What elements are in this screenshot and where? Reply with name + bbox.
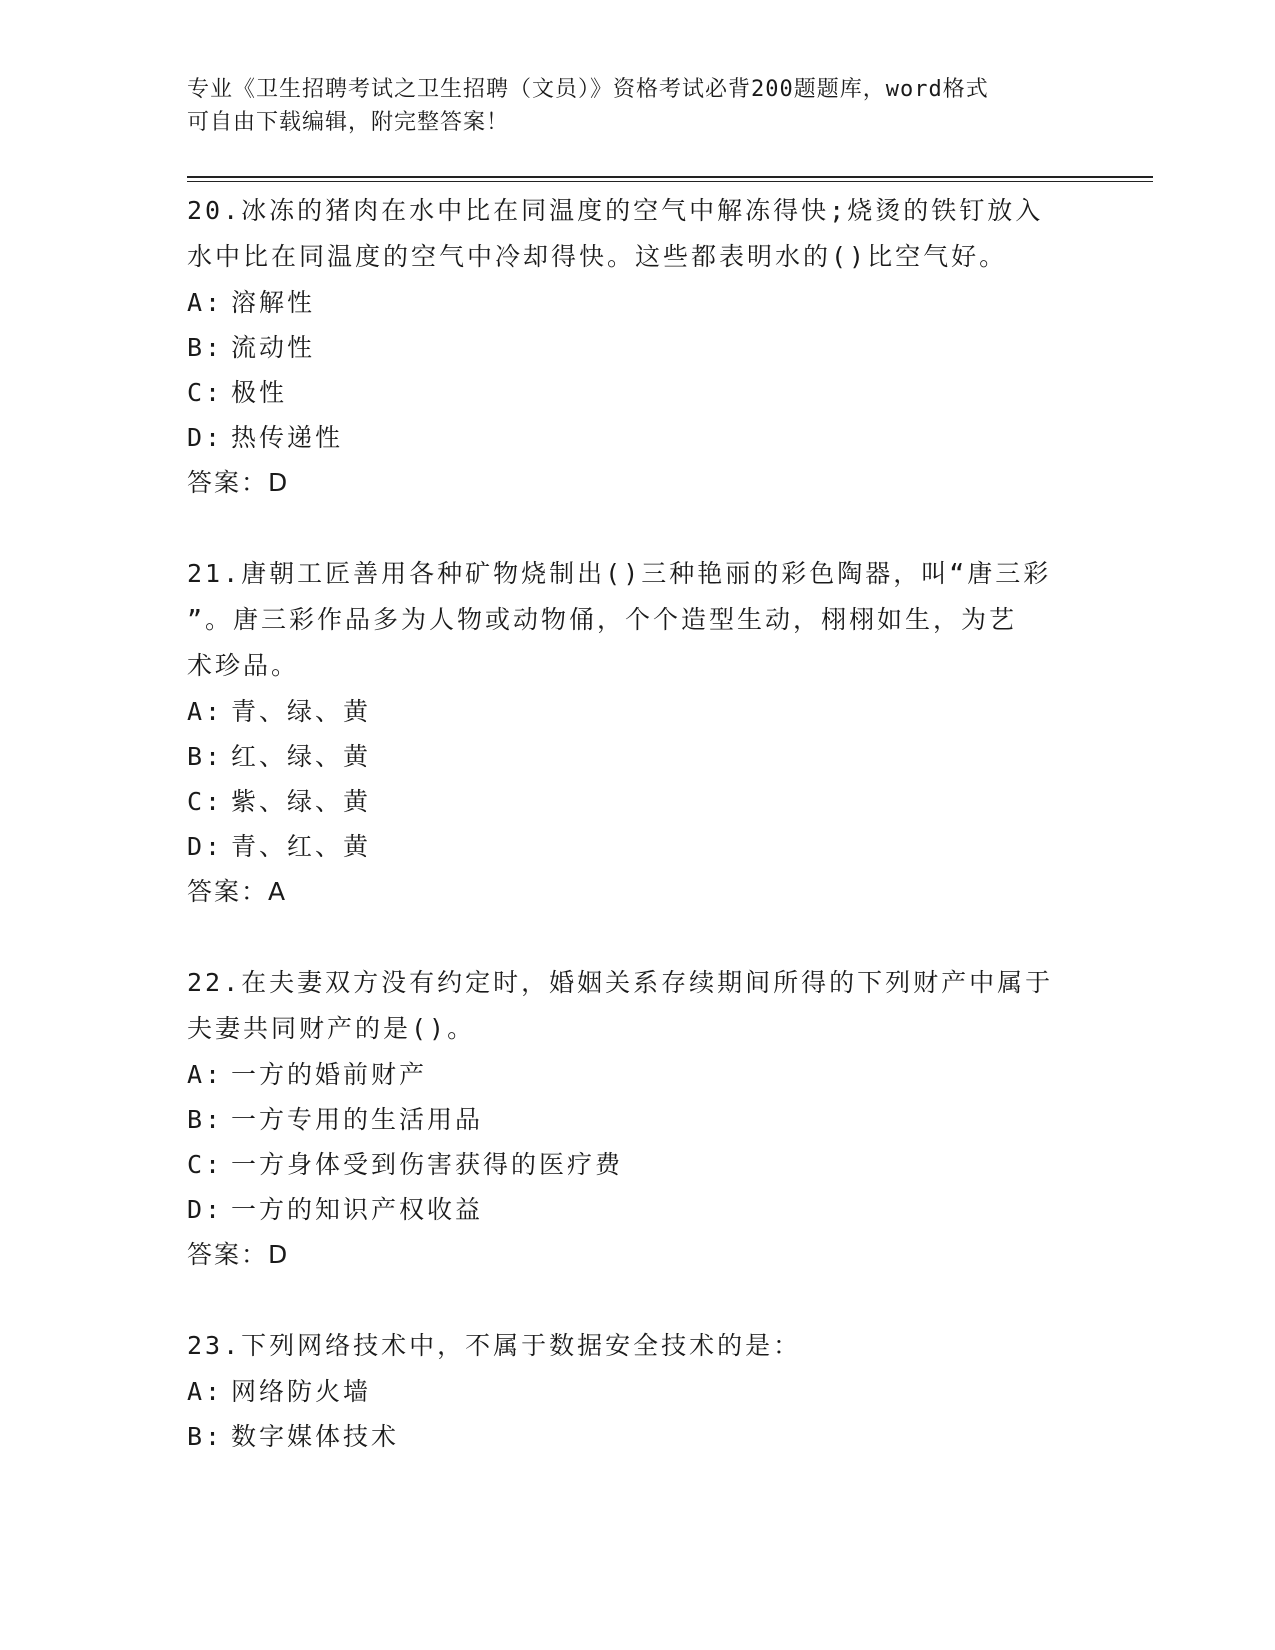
question-stem-line: 术珍品。 <box>187 651 300 680</box>
question-block <box>187 1323 1087 1459</box>
answer-option <box>187 734 1087 779</box>
question-stem-line: 23.下列网络技术中，不属于数据安全技术的是： <box>187 1331 802 1360</box>
option-letter: C: <box>187 787 224 816</box>
answer-option <box>187 1052 1087 1097</box>
answer-line: 答案：A <box>187 877 288 906</box>
answer-option <box>187 415 1087 460</box>
option-text: 青、绿、黄 <box>231 697 372 726</box>
option-letter: A: <box>187 697 224 726</box>
answer-line: 答案：D <box>187 468 290 497</box>
option-text: 热传递性 <box>231 423 344 452</box>
option-text: 溶解性 <box>231 288 316 317</box>
question-block <box>187 188 1087 505</box>
option-letter: B: <box>187 333 224 362</box>
answer-option <box>187 1187 1087 1232</box>
question-list <box>187 188 1087 1505</box>
option-letter: B: <box>187 1105 224 1134</box>
answer-option <box>187 1414 1087 1459</box>
answer-option <box>187 1097 1087 1142</box>
question-stem-line: 22.在夫妻双方没有约定时，婚姻关系存续期间所得的下列财产中属于 <box>187 968 1054 997</box>
option-text: 一方的知识产权收益 <box>231 1195 484 1224</box>
option-letter: A: <box>187 1377 224 1406</box>
option-letter: D: <box>187 1195 224 1224</box>
option-text: 红、绿、黄 <box>231 742 372 771</box>
question-stem-line: ”。唐三彩作品多为人物或动物俑，个个造型生动，栩栩如生，为艺 <box>187 605 1018 634</box>
answer-option <box>187 1369 1087 1414</box>
answer-option <box>187 280 1087 325</box>
option-text: 紫、绿、黄 <box>231 787 372 816</box>
option-letter: B: <box>187 1422 224 1451</box>
option-letter: C: <box>187 1150 224 1179</box>
option-text: 一方的婚前财产 <box>231 1060 428 1089</box>
answer-option <box>187 689 1087 734</box>
answer-option <box>187 824 1087 869</box>
answer-option <box>187 779 1087 824</box>
option-text: 网络防火墙 <box>231 1377 372 1406</box>
option-letter: A: <box>187 1060 224 1089</box>
option-letter: B: <box>187 742 224 771</box>
option-letter: C: <box>187 378 224 407</box>
option-letter: D: <box>187 423 224 452</box>
question-stem-line: 水中比在同温度的空气中冷却得快。这些都表明水的()比空气好。 <box>187 242 1008 271</box>
header-line: 可自由下载编辑，附完整答案！ <box>187 110 510 135</box>
option-text: 一方身体受到伤害获得的医疗费 <box>231 1150 624 1179</box>
option-text: 极性 <box>231 378 288 407</box>
question-stem-line: 20.冰冻的猪肉在水中比在同温度的空气中解冻得快;烧烫的铁钉放入 <box>187 196 1044 225</box>
header-divider <box>187 176 1153 178</box>
answer-option <box>187 325 1087 370</box>
question-stem-line: 夫妻共同财产的是()。 <box>187 1014 476 1043</box>
option-text: 一方专用的生活用品 <box>231 1105 484 1134</box>
option-text: 青、红、黄 <box>231 832 372 861</box>
option-letter: A: <box>187 288 224 317</box>
question-block <box>187 551 1087 914</box>
answer-option <box>187 1142 1087 1187</box>
question-block <box>187 960 1087 1277</box>
option-text: 数字媒体技术 <box>231 1422 400 1451</box>
option-text: 流动性 <box>231 333 316 362</box>
document-header <box>187 73 1087 139</box>
option-letter: D: <box>187 832 224 861</box>
question-stem-line: 21.唐朝工匠善用各种矿物烧制出()三种艳丽的彩色陶器，叫“唐三彩 <box>187 559 1052 588</box>
header-divider-thin <box>187 181 1153 182</box>
header-line: 专业《卫生招聘考试之卫生招聘（文员）》资格考试必背200题题库，word格式 <box>187 77 989 102</box>
answer-option <box>187 370 1087 415</box>
answer-line: 答案：D <box>187 1240 290 1269</box>
